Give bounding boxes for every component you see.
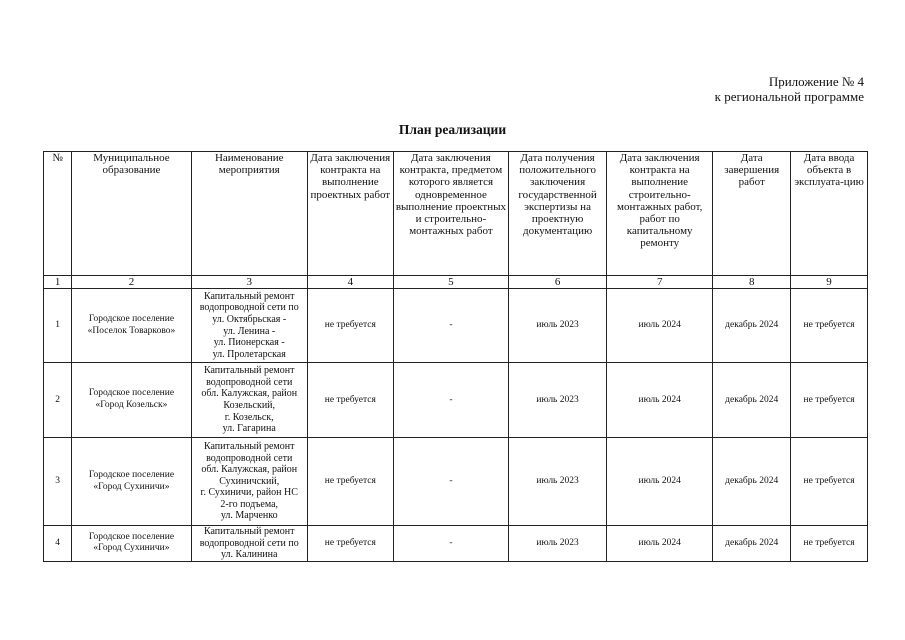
row-number: 2 [44, 363, 72, 438]
row-number: 1 [44, 289, 72, 363]
event-cell: Капитальный ремонт водопроводной сети по ул. Калинина [191, 526, 307, 562]
event-cell: Капитальный ремонт водопроводной сети обл. Калужская, район Сухиничский, г. Сухиничи, район НС 2-го подъема, ул. Марченко [191, 438, 307, 526]
table-row [44, 363, 868, 438]
commissioning-cell: не требуется [791, 438, 868, 526]
column-number: 5 [393, 276, 508, 289]
combined-contract-cell: - [393, 289, 508, 363]
construction-contract-cell: июль 2024 [607, 289, 713, 363]
column-number: 1 [44, 276, 72, 289]
design-contract-cell: не требуется [307, 438, 393, 526]
event-cell: Капитальный ремонт водопроводной сети по ул. Октябрьская - ул. Ленина - ул. Пионерская - ул. Пролетарская [191, 289, 307, 363]
expertise-cell: июль 2023 [509, 363, 607, 438]
completion-cell: декабрь 2024 [713, 526, 791, 562]
completion-cell: декабрь 2024 [713, 438, 791, 526]
column-number: 3 [191, 276, 307, 289]
municipality-cell: Городское поселение «Город Козельск» [72, 363, 191, 438]
table-header-row [44, 152, 868, 276]
combined-contract-cell: - [393, 438, 508, 526]
header-commissioning: Дата ввода объекта в эксплуата-цию [791, 152, 868, 276]
page-title: План реализации [398, 122, 507, 137]
header-municipality: Муниципальное образование [72, 152, 191, 276]
header-design-contract: Дата заключения контракта на выполнение проектных работ [307, 152, 393, 276]
design-contract-cell: не требуется [307, 363, 393, 438]
row-number: 3 [44, 438, 72, 526]
event-cell: Капитальный ремонт водопроводной сети обл. Калужская, район Козельский, г. Козельск, ул. Гагарина [191, 363, 307, 438]
completion-cell: декабрь 2024 [713, 289, 791, 363]
table-row [44, 438, 868, 526]
municipality-cell: Городское поселение «Поселок Товарково» [72, 289, 191, 363]
construction-contract-cell: июль 2024 [607, 363, 713, 438]
expertise-cell: июль 2023 [509, 526, 607, 562]
table-row [44, 289, 868, 363]
commissioning-cell: не требуется [791, 363, 868, 438]
header-number: № [44, 152, 72, 276]
construction-contract-cell: июль 2024 [607, 438, 713, 526]
column-number: 7 [607, 276, 713, 289]
column-number: 8 [713, 276, 791, 289]
column-number: 4 [307, 276, 393, 289]
header-completion: Дата завершения работ [713, 152, 791, 276]
appendix-note [715, 74, 864, 104]
row-number: 4 [44, 526, 72, 562]
header-combined-contract: Дата заключения контракта, предметом которого является одновременное выполнение проектных и строительно-монтажных работ [393, 152, 508, 276]
header-construction-contract: Дата заключения контракта на выполнение строительно-монтажных работ, работ по капитальному ремонту [607, 152, 713, 276]
header-expertise: Дата получения положительного заключения государственной экспертизы на проектную документацию [509, 152, 607, 276]
expertise-cell: июль 2023 [509, 438, 607, 526]
municipality-cell: Городское поселение «Город Сухиничи» [72, 438, 191, 526]
construction-contract-cell: июль 2024 [607, 526, 713, 562]
combined-contract-cell: - [393, 363, 508, 438]
completion-cell: декабрь 2024 [713, 363, 791, 438]
implementation-plan-table [43, 151, 868, 562]
appendix-line-1: Приложение № 4 [768, 74, 864, 89]
design-contract-cell: не требуется [307, 526, 393, 562]
column-number-row [44, 276, 868, 289]
municipality-cell: Городское поселение «Город Сухиничи» [72, 526, 191, 562]
design-contract-cell: не требуется [307, 289, 393, 363]
appendix-line-2: к региональной программе [714, 89, 864, 104]
column-number: 9 [791, 276, 868, 289]
header-event: Наименование мероприятия [191, 152, 307, 276]
column-number: 2 [72, 276, 191, 289]
commissioning-cell: не требуется [791, 526, 868, 562]
commissioning-cell: не требуется [791, 289, 868, 363]
expertise-cell: июль 2023 [509, 289, 607, 363]
table-row [44, 526, 868, 562]
column-number: 6 [509, 276, 607, 289]
combined-contract-cell: - [393, 526, 508, 562]
